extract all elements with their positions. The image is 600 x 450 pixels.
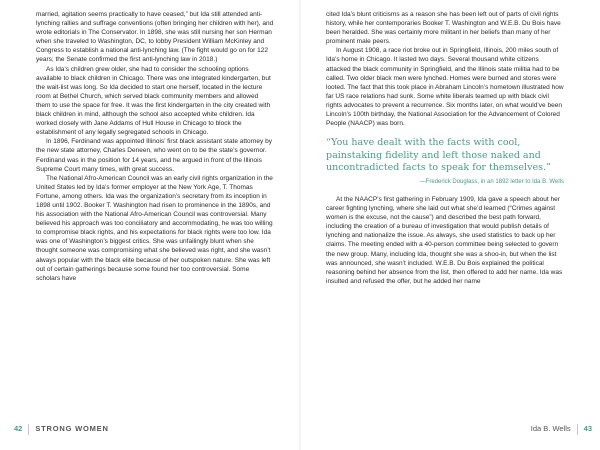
body-paragraph: At the NAACP’s first gathering in February 1909, Ida gave a speech about her career fighting lynching, where she laid out what she’d learned (“Crimes against women is the excuse, not the cause”) and described the best path forward, including the creation of a bureau of investigation that would publish details of lynching and nationalize the issue. As always, she used statistics to back up her claims. The meeting ended with a 40-person committee being selected to govern the new group. Many, including Ida, thought she was a shoo-in, but when the list was announced, she wasn’t included. W.E.B. Du Bois explained the political reasoning behind her absence from the list, then offered to add her name. Ida was insulted and refused the offer, but he added her name xyxy=(326,196,563,285)
running-head-subject: Ida B. Wells xyxy=(530,424,571,433)
body-paragraph: As Ida’s children grew older, she had to consider the schooling options available to black children in Chicago. There was one integrated kindergarten, but the wait-list was long. So Ida decided to start one herself, located in the lecture room at Bethel Church, which served black community members and allowed them to use the space for free. It was the first kindergarten in the city created with black children in mind, although the school also accepted white children. Ida worked closely with Jane Addams of Hull House in Chicago to block the establishment of any legally segregated schools in Chicago. xyxy=(36,65,271,137)
page-number: 42 xyxy=(14,424,23,433)
right-footer xyxy=(531,421,592,437)
left-text-column xyxy=(36,10,274,283)
page-number: 43 xyxy=(583,424,592,433)
right-page xyxy=(300,0,600,450)
body-paragraph: The National Afro-American Council was an early civil rights organization in the United States led by Ida’s former employer at the New York Age, T. Thomas Fortune, among others. Ida was the organization’s secretary from its inception in 1898 until 1902. Booker T. Washington had risen to prominence in the 1890s, and his association with the National Afro-American Council was controversial. Many believed his approach was too conciliatory and accommodating, he was too willing to compromise black rights, and his expectations for black rights were too low. Ida was one of Washington’s biggest critics. She was unfailingly blunt when she thought someone was compromising what she believed was right, and she wasn’t always popular with the black elite because of her outspoken nature. She was left out of certain gatherings because some found her too controversial. Some scholars have xyxy=(36,174,273,282)
footer-divider xyxy=(577,424,578,435)
running-head-book-title: STRONG WOMEN xyxy=(35,424,109,433)
body-paragraph: In August 1908, a race riot broke out in Springfield, Illinois, 200 miles south of Ida’s home in Chicago. It lasted two days. Several thousand white citizens attacked the black community in Springfield, and the Illinois state militia had to be called. Two older black men were lynched. Homes were burned and stores were looted. The fact that this took place in Abraham Lincoln’s hometown illustrated how far US race relations had sunk. Some white liberals teamed up with black civil rights advocates to prevent a recurrence. Six months later, on what would’ve been Lincoln’s 100th birthday, the National Association for the Advancement of Colored People (NAACP) was born. xyxy=(326,47,564,128)
body-paragraph: cited Ida’s blunt criticisms as a reason she has been left out of parts of civil rights history, while her contemporaries Booker T. Washington and W.E.B. Du Bois have been heralded. She was certainly more militant in her beliefs than many of her prominent male peers. xyxy=(326,11,561,46)
pull-quote-attribution: —Frederick Douglass, in an 1892 letter to Ida B. Wells xyxy=(419,179,564,185)
body-paragraph: In 1896, Ferdinand was appointed Illinois’ first black assistant state attorney by the new state attorney, Charles Deneen, who went on to be the state’s governor. Ferdinand was in the position for 14 years, and he argued in front of the Illinois Supreme Court many times, with great success. xyxy=(36,138,272,173)
body-paragraph: married, agitation seems practically to have ceased,” but Ida still attended anti-lynching rallies and suffrage conventions (often bringing her children with her), and wrote editorials in The Conservator. In 1898, she was still nursing her son Herman when she traveled to Washington, DC, to lobby President William McKinley and Congress to establish a national anti-lynching law. (The fight would go on for 122 years; the Senate confirmed the first anti-lynching law in 2018.) xyxy=(36,11,274,64)
left-footer xyxy=(14,421,109,437)
footer-divider xyxy=(28,424,29,435)
right-text-column xyxy=(326,10,564,286)
pull-quote: “You have dealt with the facts with cool, painstaking fidelity and left those naked and uncontradicted facts to speak for themselves.” xyxy=(326,137,551,174)
